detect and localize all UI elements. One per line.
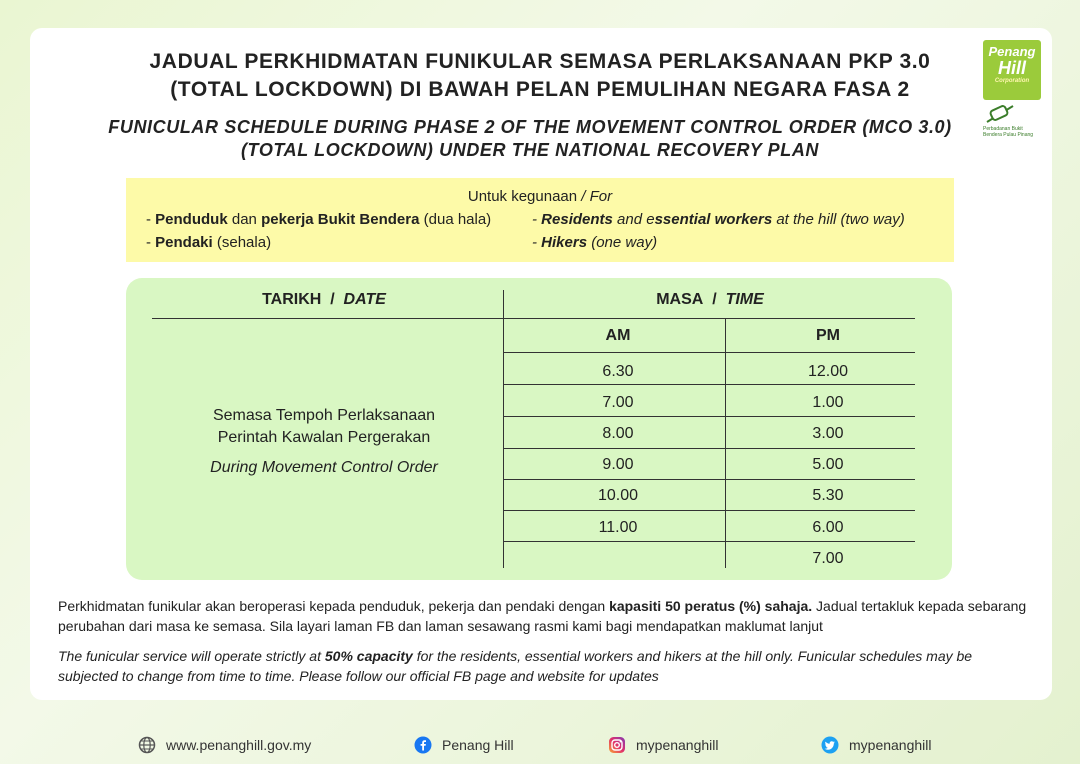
usage-box — [126, 178, 954, 262]
pm-time-cell: 5.30 — [812, 487, 844, 504]
logo-badge — [983, 40, 1041, 100]
usage-title-malay: Untuk kegunaan — [467, 188, 578, 205]
am-time-cell: 6.30 — [602, 363, 634, 380]
column-divider-date — [503, 290, 504, 568]
row-divider — [503, 479, 915, 480]
logo-text-hill: Hill — [997, 58, 1026, 78]
am-time-cell: 10.00 — [597, 487, 639, 504]
pm-header: PM — [816, 327, 840, 344]
usage-item-hikers-english: - Hikers (one way) — [532, 234, 658, 251]
usage-title-english: / For — [581, 188, 613, 205]
footer-twitter-text: mypenanghill — [849, 737, 932, 753]
date-period-malay-line-2: Perintah Kawalan Pergerakan — [217, 429, 431, 446]
instagram-icon — [608, 736, 626, 754]
am-time-cell: 7.00 — [602, 394, 634, 411]
footer-website[interactable] — [138, 736, 311, 754]
time-header: MASA / TIME — [656, 291, 764, 308]
logo-subtitle: Perbadanan Bukit Bendera Pulau Pinang — [983, 126, 1034, 138]
row-divider — [503, 384, 915, 385]
tram-icon — [985, 96, 1015, 126]
date-period-malay-line-1: Semasa Tempoh Perlaksanaan — [212, 407, 436, 424]
facebook-icon — [414, 736, 432, 754]
row-divider — [503, 510, 915, 511]
usage-item-residents-english: - Residents and essential workers at the hill (two way) — [532, 211, 905, 228]
note-english: The funicular service will operate strictly at 50% capacity for the residents, essential workers and hikers at the hill only. Funicular schedules may be subjected to change from time to time. Please follow our official FB page and website for updates — [58, 648, 973, 684]
pm-time-cell: 1.00 — [812, 394, 844, 411]
title-english — [0, 116, 1060, 162]
note-malay: Perkhidmatan funikular akan beroperasi kepada penduduk, pekerja dan pendaki dengan kapasiti 50 peratus (%) sahaja. Jadual tertakluk kepada sebarang perubahan dari masa ke semasa. Sila layari laman FB dan laman sesawang rasmi kami bagi mendapatkan maklumat lanjut — [58, 598, 1027, 634]
row-divider — [503, 541, 915, 542]
logo-text-penang: Penang — [988, 44, 1036, 59]
pm-time-cell: 12.00 — [807, 363, 849, 380]
twitter-icon — [821, 736, 839, 754]
title-malay — [0, 48, 1080, 104]
row-divider — [503, 416, 915, 417]
date-period-english: During Movement Control Order — [210, 459, 438, 476]
pm-time-cell: 7.00 — [812, 550, 844, 567]
date-header: TARIKH / DATE — [262, 291, 386, 308]
title-malay-line-2: (TOTAL LOCKDOWN) DI BAWAH PELAN PEMULIHAN NEGARA FASA 2 — [170, 78, 910, 101]
penang-hill-logo — [983, 40, 1041, 136]
pm-time-cell: 5.00 — [812, 456, 844, 473]
row-divider — [503, 352, 915, 353]
usage-item-residents-malay: - Penduduk dan pekerja Bukit Bendera (dua hala) — [146, 211, 492, 228]
footer-instagram-text: mypenanghill — [636, 737, 719, 753]
pm-time-cell: 6.00 — [812, 519, 844, 536]
title-english-line-1: FUNICULAR SCHEDULE DURING PHASE 2 OF THE MOVEMENT CONTROL ORDER (MCO 3.0) — [108, 117, 952, 137]
title-english-line-2: (TOTAL LOCKDOWN) UNDER THE NATIONAL RECOVERY PLAN — [240, 140, 820, 160]
usage-item-hikers-malay: - Pendaki (sehala) — [146, 234, 272, 251]
footer-website-text: www.penanghill.gov.my — [166, 737, 312, 753]
am-time-cell: 8.00 — [602, 425, 634, 442]
footer-facebook-text: Penang Hill — [442, 737, 514, 753]
column-divider-ampm — [725, 318, 726, 568]
am-header: AM — [605, 327, 631, 344]
logo-text-corporation: Corporation — [994, 78, 1030, 84]
am-time-cell: 9.00 — [602, 456, 634, 473]
pm-time-cell: 3.00 — [812, 425, 844, 442]
header-divider — [152, 318, 915, 319]
footer-twitter[interactable] — [821, 736, 932, 754]
globe-icon — [138, 736, 156, 754]
usage-title — [126, 188, 954, 205]
footer-facebook[interactable] — [414, 736, 514, 754]
title-malay-line-1: JADUAL PERKHIDMATAN FUNIKULAR SEMASA PERLAKSANAAN PKP 3.0 — [149, 50, 931, 73]
row-divider — [503, 448, 915, 449]
am-time-cell: 11.00 — [598, 519, 638, 536]
date-period-malay — [152, 405, 496, 449]
footer-instagram[interactable] — [608, 736, 719, 754]
